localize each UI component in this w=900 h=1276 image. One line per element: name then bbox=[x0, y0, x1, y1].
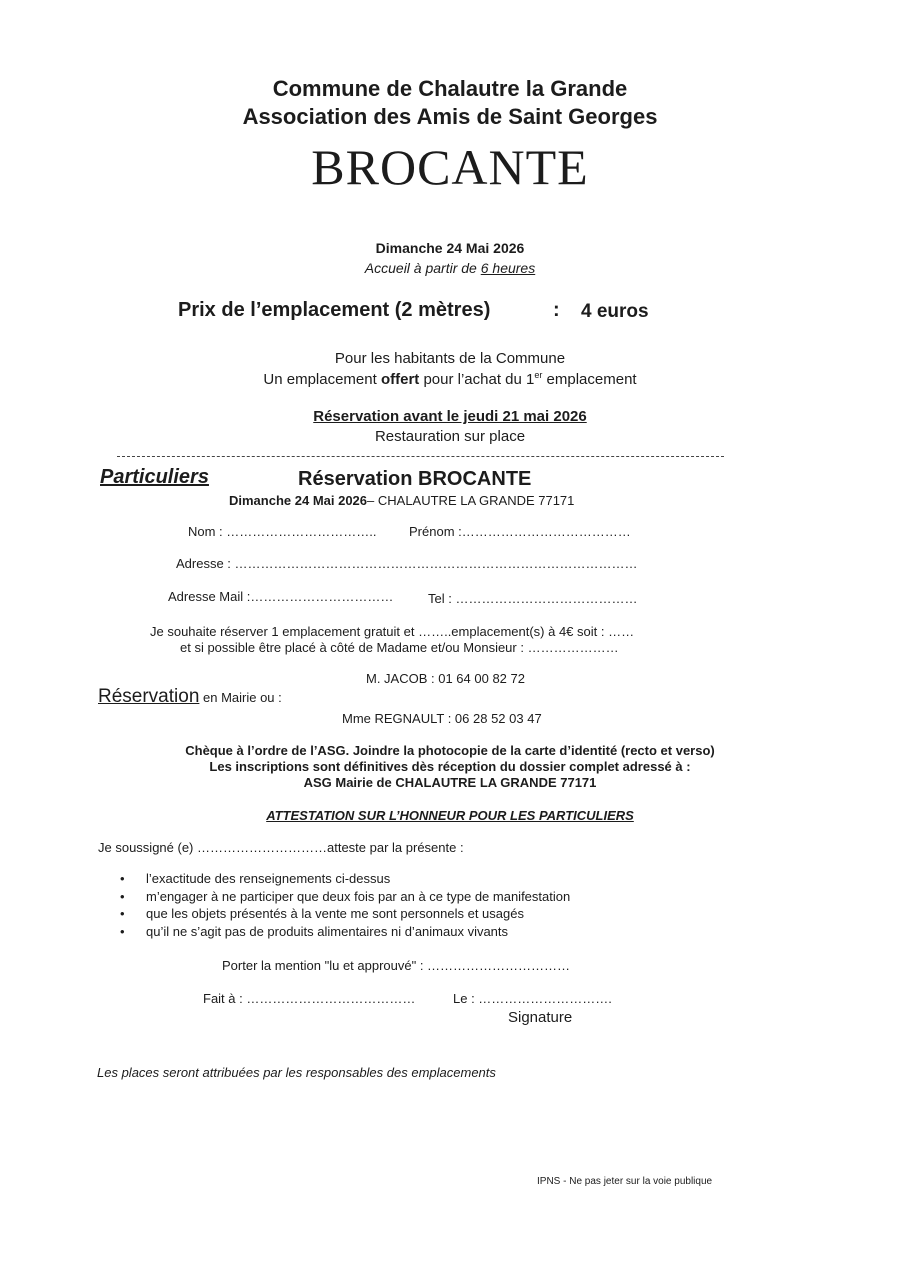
reservation-label: Réservation en Mairie ou : bbox=[98, 686, 282, 707]
list-item: • m’engager à ne participer que deux fois par an à ce type de manifestation bbox=[118, 888, 570, 906]
list-item: • qu’il ne s’agit pas de produits alimentaires ni d’animaux vivants bbox=[118, 923, 570, 941]
event-date: Dimanche 24 Mai 2026 bbox=[375, 240, 525, 256]
attestation-title: ATTESTATION SUR L’HONNEUR POUR LES PARTICULIERS bbox=[266, 808, 634, 823]
association-heading: Association des Amis de Saint Georges bbox=[242, 104, 658, 129]
reservation-deadline: Réservation avant le jeudi 21 mai 2026 bbox=[313, 408, 587, 425]
contact-regnault: Mme REGNAULT : 06 28 52 03 47 bbox=[342, 711, 542, 726]
attestation-intro[interactable]: Je soussigné (e) …………………………atteste par la présente : bbox=[98, 840, 464, 855]
reserve-count-field[interactable]: Je souhaite réserver 1 emplacement gratuit et ……..emplacement(s) à 4€ soit : …… bbox=[150, 624, 635, 639]
welcome-time: Accueil à partir de 6 heures bbox=[364, 260, 536, 276]
mail-field[interactable]: Adresse Mail :…………………………… bbox=[168, 589, 394, 604]
attestation-list bbox=[118, 870, 570, 940]
fait-a-field[interactable]: Fait à : ………………………………… bbox=[203, 991, 416, 1006]
mention-field[interactable]: Porter la mention "lu et approuvé" : …………………………… bbox=[222, 958, 571, 973]
neighbour-field[interactable]: et si possible être placé à côté de Madame et/ou Monsieur : ………………… bbox=[180, 640, 619, 655]
price-label: Prix de l’emplacement (2 mètres) bbox=[178, 299, 491, 321]
form-title: Réservation BROCANTE bbox=[298, 468, 532, 490]
date-field[interactable]: Le : …………………………. bbox=[453, 991, 612, 1006]
footer-note: Les places seront attribuées par les responsables des emplacements bbox=[97, 1065, 496, 1080]
instruction-line-2: Les inscriptions sont définitives dès réception du dossier complet adressé à : bbox=[209, 759, 691, 774]
page-title: BROCANTE bbox=[311, 139, 589, 195]
signature-label: Signature bbox=[508, 1009, 573, 1026]
instruction-line-3: ASG Mairie de CHALAUTRE LA GRANDE 77171 bbox=[303, 775, 597, 790]
nom-field[interactable]: Nom : …………………………….. bbox=[188, 524, 377, 539]
commune-heading: Commune de Chalautre la Grande bbox=[272, 76, 628, 101]
list-item: • que les objets présentés à la vente me sont personnels et usagés bbox=[118, 905, 570, 923]
list-item: • l’exactitude des renseignements ci-dessus bbox=[118, 870, 570, 888]
contact-jacob: M. JACOB : 01 64 00 82 72 bbox=[366, 671, 525, 686]
instruction-line-1: Chèque à l’ordre de l’ASG. Joindre la photocopie de la carte d’identité (recto et verso) bbox=[185, 743, 715, 758]
tel-field[interactable]: Tel : …………………………………… bbox=[428, 591, 638, 606]
form-section-label: Particuliers bbox=[100, 466, 209, 488]
prenom-field[interactable]: Prénom :………………………………… bbox=[409, 524, 631, 539]
cut-line bbox=[117, 456, 724, 457]
adresse-field[interactable]: Adresse : ………………………………………………………………………………… bbox=[176, 556, 638, 571]
price-separator: : bbox=[553, 299, 560, 321]
catering-note: Restauration sur place bbox=[374, 428, 526, 445]
ipns-note: IPNS - Ne pas jeter sur la voie publique bbox=[537, 1176, 713, 1187]
form-subtitle: Dimanche 24 Mai 2026– CHALAUTRE LA GRANDE 77171 bbox=[229, 493, 575, 508]
residents-line-1: Pour les habitants de la Commune bbox=[334, 350, 566, 367]
residents-line-2: Un emplacement offert pour l’achat du 1er emplacement bbox=[263, 370, 637, 388]
price-amount: 4 euros bbox=[581, 301, 649, 322]
